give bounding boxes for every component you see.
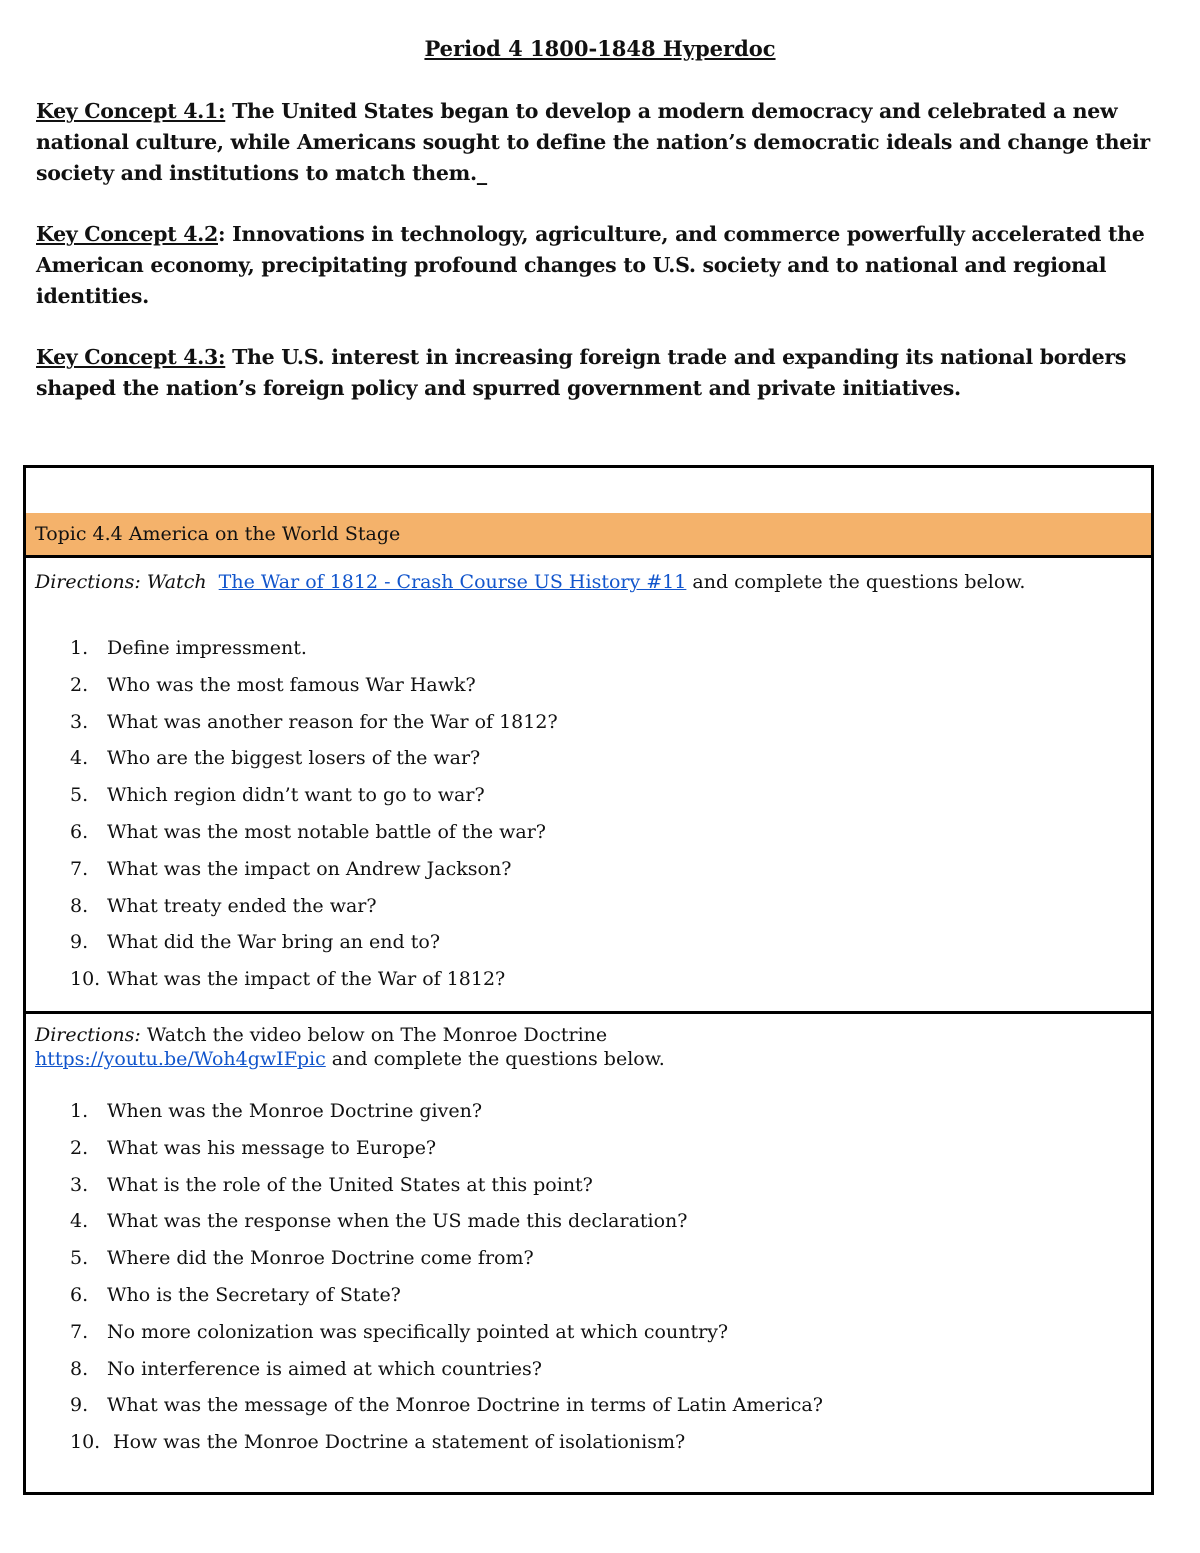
question-text: Which region didn’t want to go to war? xyxy=(107,784,485,807)
question-number: 6. xyxy=(70,1283,89,1306)
directions-label: Directions: Watch xyxy=(35,571,207,593)
question-item xyxy=(70,777,1130,814)
question-item xyxy=(70,1424,1130,1461)
directions-label: Directions: xyxy=(35,1024,141,1046)
question-number: 5. xyxy=(70,1247,89,1270)
key-concept-text: The United States began to develop a modern democracy and celebrated a new national culture, while Americans sought to define the nation’s democratic ideals and change their society and institutions to match them._ xyxy=(36,99,1150,185)
question-text: What was another reason for the War of 1812? xyxy=(107,710,558,733)
directions-text: and complete the questions below. xyxy=(686,571,1026,593)
question-text: Who was the most famous War Hawk? xyxy=(107,673,476,696)
question-text: What was his message to Europe? xyxy=(107,1136,437,1159)
question-number: 4. xyxy=(70,747,89,770)
key-concept-text: The U.S. interest in increasing foreign trade and expanding its national borders shaped the nation’s foreign policy and spurred government and private initiatives. xyxy=(36,345,1127,400)
question-item xyxy=(70,1167,1130,1204)
question-text: Define impressment. xyxy=(107,637,307,659)
hyperdoc-table xyxy=(23,465,1154,1495)
question-text: Where did the Monroe Doctrine come from? xyxy=(107,1247,534,1270)
key-concept-label: Key Concept 4.1: xyxy=(36,99,226,123)
question-text: What was the most notable battle of the war? xyxy=(107,820,546,843)
question-item xyxy=(70,924,1130,961)
question-text: No interference is aimed at which countries? xyxy=(107,1357,542,1380)
question-text: What was the impact of the War of 1812? xyxy=(107,968,506,991)
question-text: How was the Monroe Doctrine a statement of isolationism? xyxy=(113,1431,686,1454)
topic-title: Topic 4.4 America on the World Stage xyxy=(35,523,401,545)
directions-war-of-1812 xyxy=(35,570,1135,594)
question-text: No more colonization was specifically pointed at which country? xyxy=(107,1320,729,1343)
key-concept-4-3 xyxy=(36,342,1156,404)
question-item xyxy=(70,1387,1130,1424)
question-text: What treaty ended the war? xyxy=(107,894,377,917)
question-number: 4. xyxy=(70,1210,89,1233)
question-number: 9. xyxy=(70,931,89,954)
question-text: What is the role of the United States at this point? xyxy=(107,1173,593,1196)
question-number: 1. xyxy=(70,637,89,659)
question-item xyxy=(70,1277,1130,1314)
key-concept-label: Key Concept 4.2 xyxy=(36,222,218,246)
question-number: 1. xyxy=(70,1100,89,1122)
question-item xyxy=(70,851,1130,888)
topic-header-row xyxy=(26,513,1151,558)
question-item xyxy=(70,814,1130,851)
monroe-doctrine-section xyxy=(26,1013,1151,1492)
question-item xyxy=(70,1240,1130,1277)
question-text: What did the War bring an end to? xyxy=(107,931,441,954)
monroe-doctrine-question-list xyxy=(70,1093,1130,1461)
question-number: 3. xyxy=(70,1173,89,1196)
question-number: 3. xyxy=(70,710,89,733)
question-number: 8. xyxy=(70,894,89,917)
question-text: When was the Monroe Doctrine given? xyxy=(107,1100,483,1122)
question-item xyxy=(70,961,1130,998)
question-number: 2. xyxy=(70,1136,89,1159)
key-concept-label: Key Concept 4.3: xyxy=(36,345,226,369)
question-number: 5. xyxy=(70,784,89,807)
question-item xyxy=(70,1314,1130,1351)
question-item xyxy=(70,667,1130,704)
question-item xyxy=(70,888,1130,925)
document-title: Period 4 1800-1848 Hyperdoc xyxy=(424,36,776,61)
question-item xyxy=(70,740,1130,777)
question-number: 10. xyxy=(70,968,101,991)
question-number: 9. xyxy=(70,1394,89,1417)
question-item xyxy=(70,1351,1130,1388)
question-text: Who is the Secretary of State? xyxy=(107,1283,401,1306)
question-item xyxy=(70,1093,1130,1130)
question-number: 10. xyxy=(70,1431,101,1454)
question-item xyxy=(70,704,1130,741)
crash-course-video-link[interactable]: The War of 1812 - Crash Course US History #11 xyxy=(218,571,687,593)
directions-text: Watch the video below on The Monroe Doctrine xyxy=(140,1024,608,1046)
war-of-1812-section xyxy=(26,558,1151,1014)
directions-text-after: and complete the questions below. xyxy=(325,1048,665,1070)
question-text: Who are the biggest losers of the war? xyxy=(107,747,481,770)
question-number: 2. xyxy=(70,673,89,696)
question-item xyxy=(70,1130,1130,1167)
question-number: 6. xyxy=(70,820,89,843)
question-number: 7. xyxy=(70,857,89,880)
question-item xyxy=(70,630,1130,667)
question-text: What was the response when the US made this declaration? xyxy=(107,1210,688,1233)
war-of-1812-question-list xyxy=(70,630,1130,998)
directions-monroe-doctrine xyxy=(35,1023,1135,1071)
question-item xyxy=(70,1203,1130,1240)
key-concept-4-2 xyxy=(36,219,1156,312)
empty-header-row xyxy=(26,468,1151,516)
question-number: 7. xyxy=(70,1320,89,1343)
monroe-doctrine-video-link[interactable]: https://youtu.be/Woh4gwIFpic xyxy=(35,1048,326,1070)
question-text: What was the message of the Monroe Doctrine in terms of Latin America? xyxy=(107,1394,823,1417)
question-text: What was the impact on Andrew Jackson? xyxy=(107,857,512,880)
key-concept-4-1 xyxy=(36,96,1156,189)
question-number: 8. xyxy=(70,1357,89,1380)
key-concept-text: : Innovations in technology, agriculture, and commerce powerfully accelerated the American economy, precipitating profound changes to U.S. society and to national and regional identities. xyxy=(36,222,1145,308)
